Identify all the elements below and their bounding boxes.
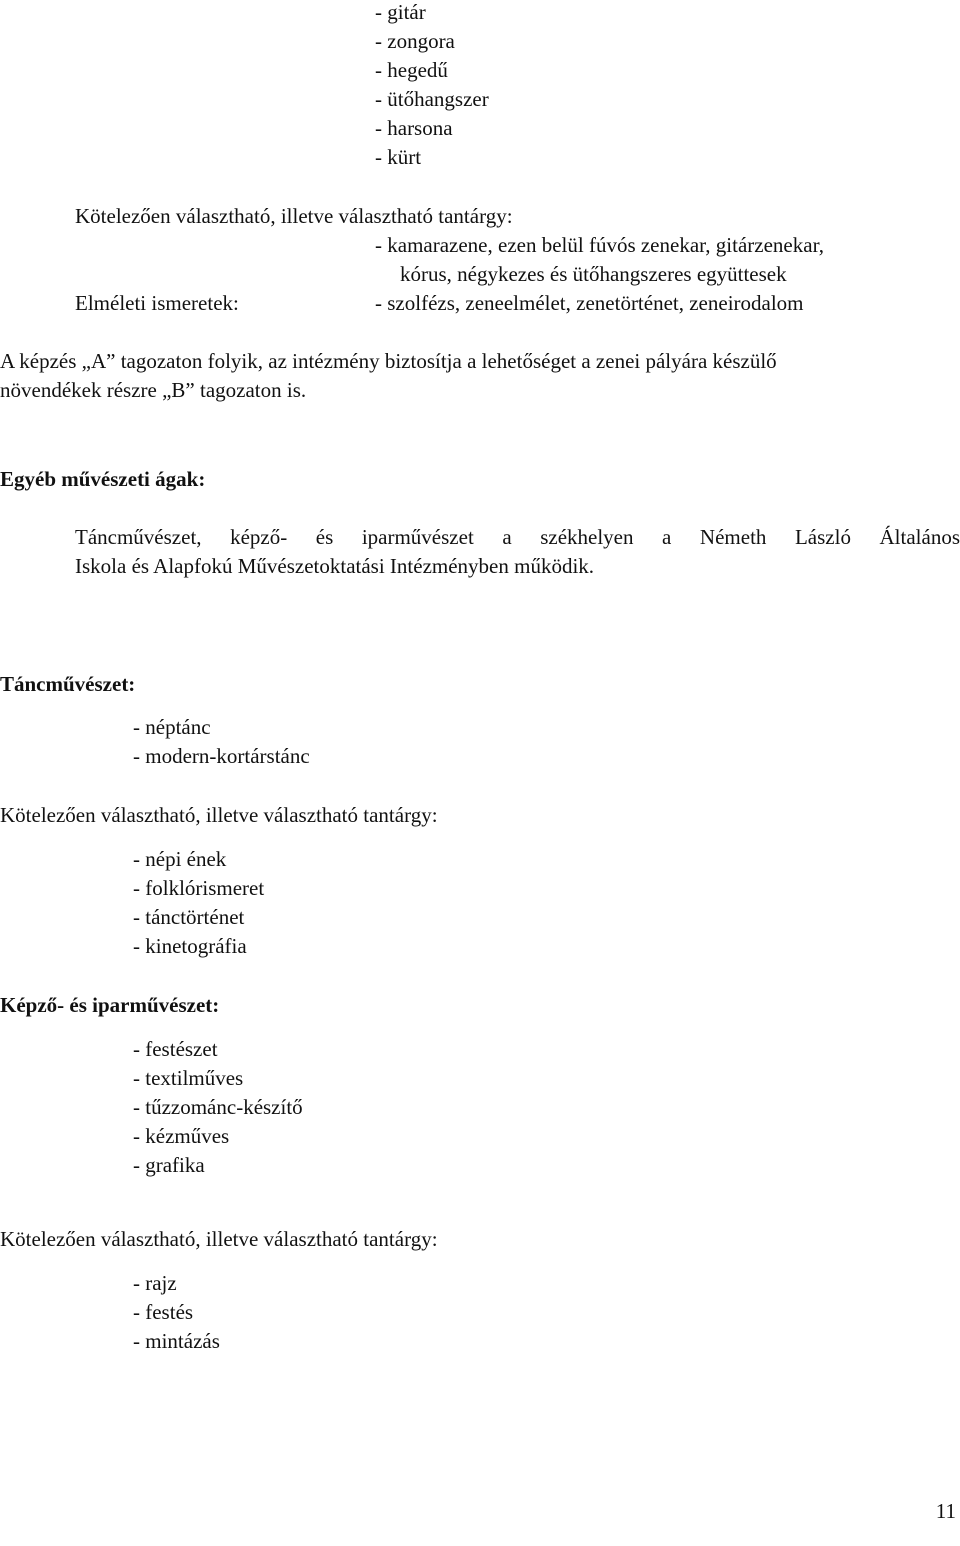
list-item: - zongora bbox=[375, 29, 455, 53]
list-item: - ütőhangszer bbox=[375, 87, 489, 111]
paragraph-line: Táncművészet, képző- és iparművészet a székhelyen a Németh László Általános bbox=[75, 525, 960, 549]
list-item: - mintázás bbox=[133, 1329, 220, 1353]
elective-value-line: - kamarazene, ezen belül fúvós zenekar, gitárzenekar, bbox=[375, 233, 824, 257]
theory-label: Elméleti ismeretek: bbox=[75, 291, 239, 315]
list-item: - hegedű bbox=[375, 58, 448, 82]
theory-value: - szolfézs, zeneelmélet, zenetörténet, zeneirodalom bbox=[375, 291, 804, 315]
list-item: - néptánc bbox=[133, 715, 211, 739]
list-item: - kinetográfia bbox=[133, 934, 247, 958]
list-item: - folklórismeret bbox=[133, 876, 265, 900]
elective-label: Kötelezően választható, illetve választható tantárgy: bbox=[0, 1227, 438, 1251]
section-heading: Képző- és iparművészet: bbox=[0, 993, 220, 1017]
elective-value-line: kórus, négykezes és ütőhangszeres együttesek bbox=[400, 262, 787, 286]
section-heading: Táncművészet: bbox=[0, 672, 136, 696]
list-item: - kürt bbox=[375, 145, 422, 169]
elective-label: Kötelezően választható, illetve választható tantárgy: bbox=[0, 803, 438, 827]
list-item: - textilműves bbox=[133, 1066, 244, 1090]
paragraph-line: növendékek részre „B” tagozaton is. bbox=[0, 378, 307, 402]
list-item: - harsona bbox=[375, 116, 453, 140]
paragraph-line: Iskola és Alapfokú Művészetoktatási Intézményben működik. bbox=[75, 554, 595, 578]
list-item: - gitár bbox=[375, 0, 426, 24]
list-item: - kézműves bbox=[133, 1124, 230, 1148]
page-number: 11 bbox=[935, 1499, 956, 1523]
list-item: - tűzzománc-készítő bbox=[133, 1095, 303, 1119]
section-heading: Egyéb művészeti ágak: bbox=[0, 467, 206, 491]
list-item: - grafika bbox=[133, 1153, 205, 1177]
list-item: - rajz bbox=[133, 1271, 177, 1295]
elective-label: Kötelezően választható, illetve választható tantárgy: bbox=[75, 204, 513, 228]
list-item: - festés bbox=[133, 1300, 194, 1324]
list-item: - népi ének bbox=[133, 847, 227, 871]
list-item: - modern-kortárstánc bbox=[133, 744, 310, 768]
list-item: - festészet bbox=[133, 1037, 218, 1061]
paragraph-line: A képzés „A” tagozaton folyik, az intézmény biztosítja a lehetőséget a zenei pályára készülő bbox=[0, 349, 777, 373]
list-item: - tánctörténet bbox=[133, 905, 245, 929]
